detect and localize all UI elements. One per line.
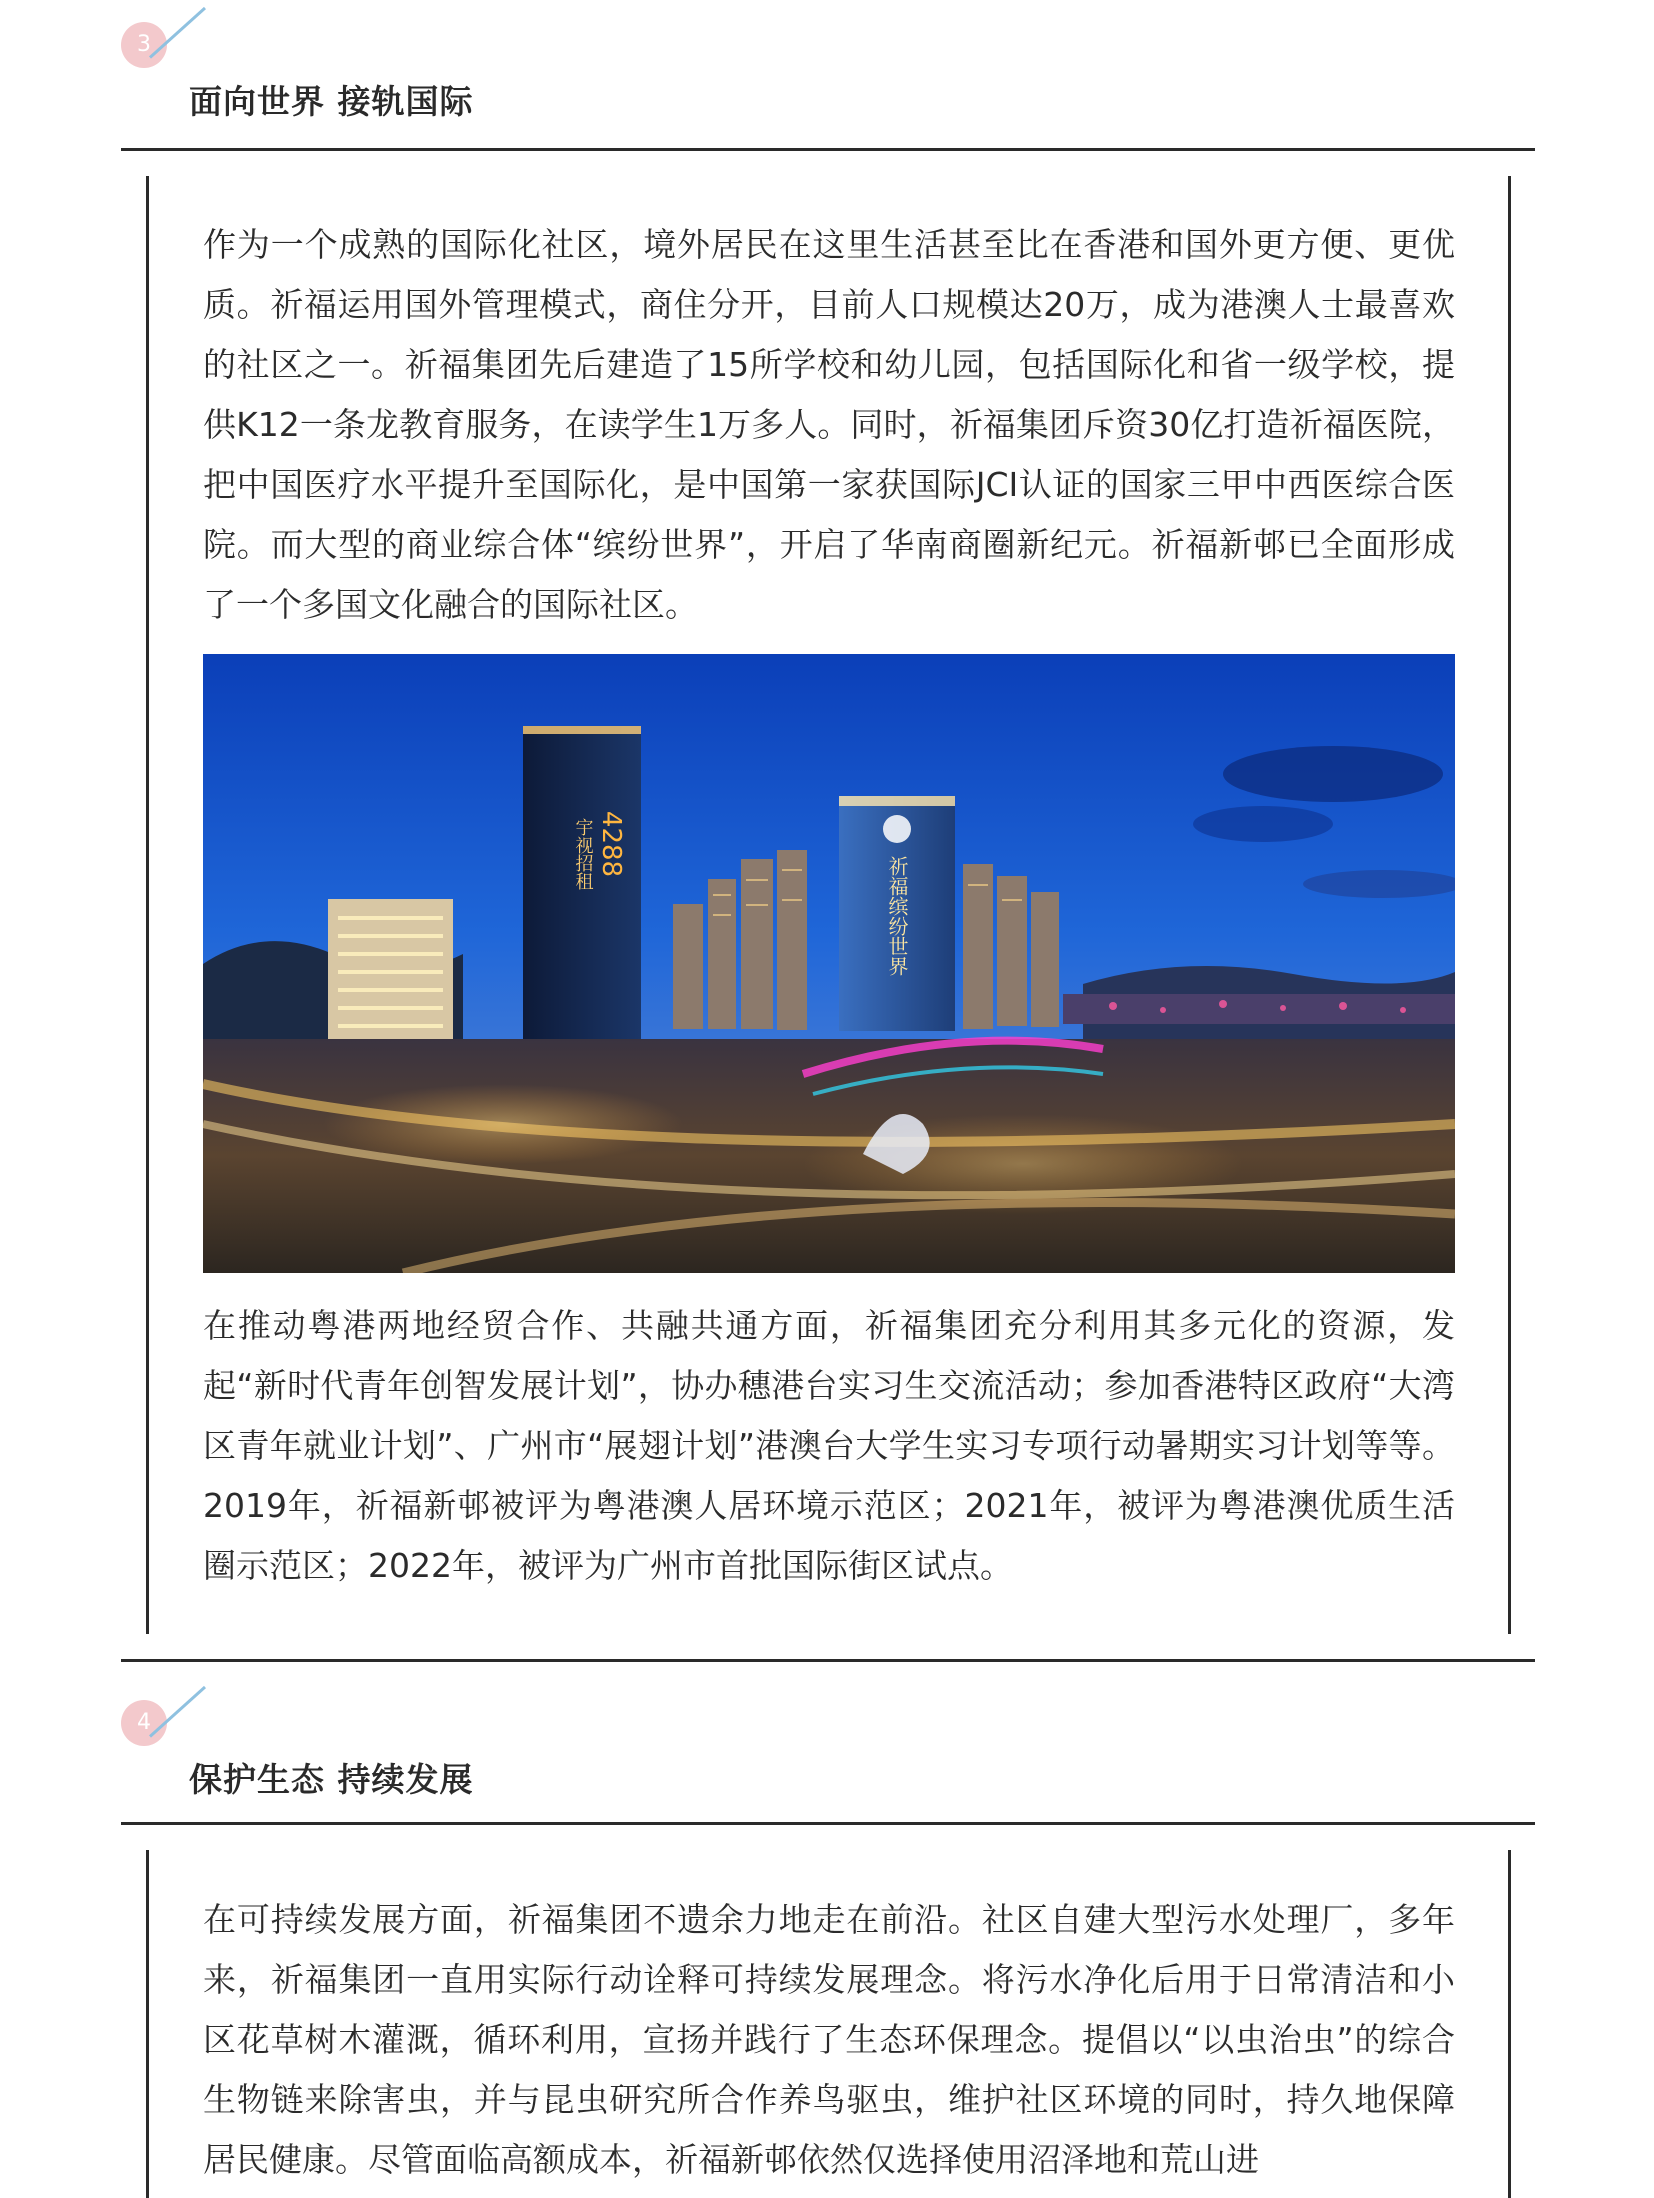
frame-right-bar <box>1508 1850 1511 2198</box>
tower-right-sign: 祈福缤纷世界 <box>885 856 909 976</box>
section-3-header <box>0 0 1654 120</box>
section-4-header <box>0 1670 1654 1799</box>
section-number-badge: 4 <box>121 1700 167 1746</box>
frame-left-bar <box>146 176 149 1634</box>
frame-right-bar <box>1508 176 1511 1634</box>
section-title: 面向世界 接轨国际 <box>189 82 474 121</box>
tower-left-vertical-sign: 宇视招租 <box>572 818 594 890</box>
section-divider <box>121 1659 1535 1662</box>
section-title: 保护生态 持续发展 <box>189 1760 474 1799</box>
body-paragraph: 作为一个成熟的国际化社区，境外居民在这里生活甚至比在香港和国外更方便、更优质。祈福运用国外管理模式，商住分开，目前人口规模达20万，成为港澳人士最喜欢的社区之一。祈福集团先后建造了15所学校和幼儿园，包括国际化和省一级学校，提供K12一条龙教育服务，在读学生1万多人。同时，祈福集团斥资30亿打造祈福医院，把中国医疗水平提升至国际化，是中国第一家获国际JCI认证的国家三甲中西医综合医院。而大型的商业综合体“缤纷世界”，开启了华南商圈新纪元。祈福新邨已全面形成了一个多国文化融合的国际社区。 <box>203 225 1455 624</box>
section-divider <box>121 1822 1535 1825</box>
frame-left-bar <box>146 1850 149 2198</box>
night-cityscape-photo <box>203 654 1455 1273</box>
body-paragraph: 在推动粤港两地经贸合作、共融共通方面，祈福集团充分利用其多元化的资源，发起“新时代青年创智发展计划”，协办穗港台实习生交流活动；参加香港特区政府“大湾区青年就业计划”、广州市“展翅计划”港澳台大学生实习专项行动暑期实习计划等等。2019年，祈福新邨被评为粤港澳人居环境示范区；2021年，被评为粤港澳优质生活圈示范区；2022年，被评为广州市首批国际街区试点。 <box>203 1306 1455 1585</box>
tower-left-sign: 4288 <box>596 810 626 878</box>
section-divider <box>121 148 1535 151</box>
section-number-badge: 3 <box>121 22 167 68</box>
body-paragraph: 在可持续发展方面，祈福集团不遗余力地走在前沿。社区自建大型污水处理厂，多年来，祈福集团一直用实际行动诠释可持续发展理念。将污水净化后用于日常清洁和小区花草树木灌溉，循环利用，宣扬并践行了生态环保理念。提倡以“以虫治虫”的综合生物链来除害虫，并与昆虫研究所合作养鸟驱虫，维护社区环境的同时，持久地保障居民健康。尽管面临高额成本，祈福新邨依然仅选择使用沼泽地和荒山进 <box>203 1900 1455 2179</box>
